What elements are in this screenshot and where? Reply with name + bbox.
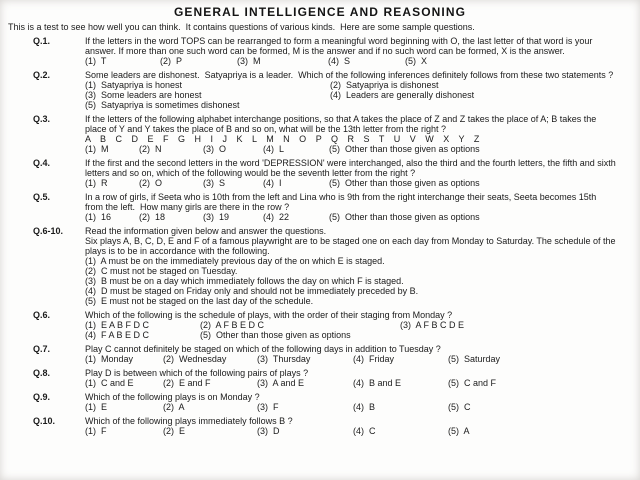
question-7-label: Q.7.	[33, 344, 51, 354]
question-9	[33, 392, 616, 412]
question-5-option-3: (3) 19	[203, 212, 230, 222]
question-5-option-4: (4) 22	[263, 212, 290, 222]
question-4-option-5: (5) Other than those given as options	[329, 178, 480, 188]
question-3	[33, 114, 616, 154]
intro-text: This is a test to see how well you can think. It contains questions of various kinds. Here are some sample questions.	[8, 22, 475, 32]
question-5-option-1: (1) 16	[85, 212, 112, 222]
question-1-label: Q.1.	[33, 36, 51, 46]
question-2-text: Some leaders are dishonest. Satyapriya is a leader. Which of the following inferences definitely follows from these two statements ?	[85, 70, 614, 80]
question-8-option-5: (5) C and F	[448, 378, 497, 388]
question-10-label: Q.10.	[33, 416, 56, 426]
question-10-text: Which of the following plays immediately follows B ?	[85, 416, 293, 426]
question-4-label: Q.4.	[33, 158, 51, 168]
question-4-option-1: (1) R	[85, 178, 108, 188]
question-3-option-2: (2) N	[139, 144, 162, 154]
question-4	[33, 158, 619, 188]
question-6-label: Q.6.	[33, 310, 51, 320]
question-7-option-2: (2) Wednesday	[163, 354, 227, 364]
question-4-text: If the first and the second letters in the word 'DEPRESSION' were interchanged, also the third and the fourth letters, the fifth and sixth letters and so on, which of the following would be the seventh letter from the right ?	[85, 158, 619, 178]
question-3-option-1: (1) M	[85, 144, 109, 154]
question-3-options	[85, 144, 616, 154]
question-3-option-4: (4) L	[263, 144, 285, 154]
question-8-option-1: (1) C and E	[85, 378, 134, 388]
question-8-options	[85, 378, 616, 388]
question-3-label: Q.3.	[33, 114, 51, 124]
group-condition-2: (2) C must not be staged on Tuesday.	[85, 266, 238, 276]
question-4-option-4: (4) I	[263, 178, 282, 188]
group-condition-4: (4) D must be staged on Friday only and should not be immediately preceded by B.	[85, 286, 419, 296]
question-2-option-2: (2) Satyapriya is dishonest	[330, 80, 439, 90]
question-7-option-4: (4) Friday	[353, 354, 395, 364]
question-3-alphabet-line: A B C D E F G H I J K L M N O P Q R S T U V W X Y Z	[85, 134, 480, 144]
question-7-options	[85, 354, 616, 364]
group-condition-1: (1) A must be on the immediately previous day of the on which E is staged.	[85, 256, 385, 266]
question-10-option-5: (5) A	[448, 426, 470, 436]
question-10-option-2: (2) E	[163, 426, 186, 436]
question-1-option-5: (5) X	[405, 56, 428, 66]
question-5-option-5: (5) Other than those given as options	[329, 212, 480, 222]
question-5-option-2: (2) 18	[139, 212, 166, 222]
question-10-option-3: (3) D	[257, 426, 280, 436]
question-10-options	[85, 426, 616, 436]
question-8-option-4: (4) B and E	[353, 378, 402, 388]
question-7	[33, 344, 616, 364]
question-6-option-4: (4) F A B E D C	[85, 330, 150, 340]
question-8-option-3: (3) A and E	[257, 378, 305, 388]
question-1-option-2: (2) P	[160, 56, 183, 66]
question-1-option-3: (3) M	[237, 56, 261, 66]
question-4-option-3: (3) S	[203, 178, 226, 188]
question-9-label: Q.9.	[33, 392, 51, 402]
question-2-options-row-3	[85, 100, 616, 110]
question-9-options	[85, 402, 616, 412]
question-2-options-row-2	[85, 90, 616, 100]
question-6-options-row-2	[85, 330, 616, 340]
question-9-option-5: (5) C	[448, 402, 471, 412]
question-10	[33, 416, 616, 436]
question-group-label: Q.6-10.	[33, 226, 64, 236]
question-6-options-row-1	[85, 320, 616, 330]
group-condition-5: (5) E must not be staged on the last day of the schedule.	[85, 296, 314, 306]
question-2-option-4: (4) Leaders are generally dishonest	[330, 90, 475, 100]
question-2	[33, 70, 616, 110]
question-8-text: Play D is between which of the following pairs of plays ?	[85, 368, 309, 378]
question-9-text: Which of the following plays is on Monday ?	[85, 392, 260, 402]
question-9-option-1: (1) E	[85, 402, 108, 412]
question-6-text: Which of the following is the schedule of plays, with the order of their staging from Monday ?	[85, 310, 453, 320]
group-instruction: Read the information given below and answer the questions.	[85, 226, 327, 236]
group-condition-3: (3) B must be on a day which immediately follows the day on which F is staged.	[85, 276, 404, 286]
question-6-option-5: (5) Other than those given as options	[200, 330, 351, 340]
group-paragraph: Six plays A, B, C, D, E and F of a famous playwright are to be staged one on each day from Monday to Saturday. The schedule of the plays is to be in accordance with the following.	[85, 236, 618, 256]
question-5	[33, 192, 616, 222]
question-2-option-3: (3) Some leaders are honest	[85, 90, 202, 100]
question-4-options	[85, 178, 616, 188]
question-7-option-3: (3) Thursday	[257, 354, 311, 364]
question-3-text: If the letters of the following alphabet interchange positions, so that A takes the place of Z and Z takes the place of A; B takes the place of Y and Y takes the place of B and so on, what will be the 13th letter from the right ?	[85, 114, 599, 134]
question-1	[33, 36, 616, 66]
page-title: GENERAL INTELLIGENCE AND REASONING	[173, 5, 467, 19]
question-2-option-5: (5) Satyapriya is sometimes dishonest	[85, 100, 240, 110]
question-8-option-2: (2) E and F	[163, 378, 211, 388]
question-1-options	[85, 56, 616, 66]
question-7-option-1: (1) Monday	[85, 354, 134, 364]
question-9-option-2: (2) A	[163, 402, 185, 412]
question-6-option-2: (2) A F B E D C	[200, 320, 265, 330]
question-group-6-10	[33, 226, 616, 306]
question-5-label: Q.5.	[33, 192, 51, 202]
question-8-label: Q.8.	[33, 368, 51, 378]
question-2-option-1: (1) Satyapriya is honest	[85, 80, 183, 90]
question-10-option-4: (4) C	[353, 426, 376, 436]
question-6-option-1: (1) E A B F D C	[85, 320, 150, 330]
question-5-options	[85, 212, 616, 222]
question-9-option-4: (4) B	[353, 402, 376, 412]
question-2-label: Q.2.	[33, 70, 51, 80]
question-1-option-1: (1) T	[85, 56, 107, 66]
question-4-option-2: (2) O	[139, 178, 163, 188]
question-3-option-5: (5) Other than those given as options	[329, 144, 480, 154]
question-5-text: In a row of girls, if Seeta who is 10th from the left and Lina who is 9th from the right interchange their seats, Seeta becomes 15th from the left. How many girls are there in the row ?	[85, 192, 599, 212]
question-6-option-3: (3) A F B C D E	[400, 320, 465, 330]
question-1-option-4: (4) S	[328, 56, 351, 66]
question-2-options-row-1	[85, 80, 616, 90]
question-9-option-3: (3) F	[257, 402, 279, 412]
question-7-text: Play C cannot definitely be staged on which of the following days in addition to Tuesday ?	[85, 344, 441, 354]
question-10-option-1: (1) F	[85, 426, 107, 436]
question-7-option-5: (5) Saturday	[448, 354, 501, 364]
question-8	[33, 368, 616, 388]
question-1-text: If the letters in the word TOPS can be rearranged to form a meaningful word beginning with O, the last letter of that word is your answer. If more than one such word can be formed, M is the answer and if no such word can be formed, X is the answer.	[85, 36, 595, 56]
question-3-option-3: (3) O	[203, 144, 227, 154]
question-6	[33, 310, 616, 340]
